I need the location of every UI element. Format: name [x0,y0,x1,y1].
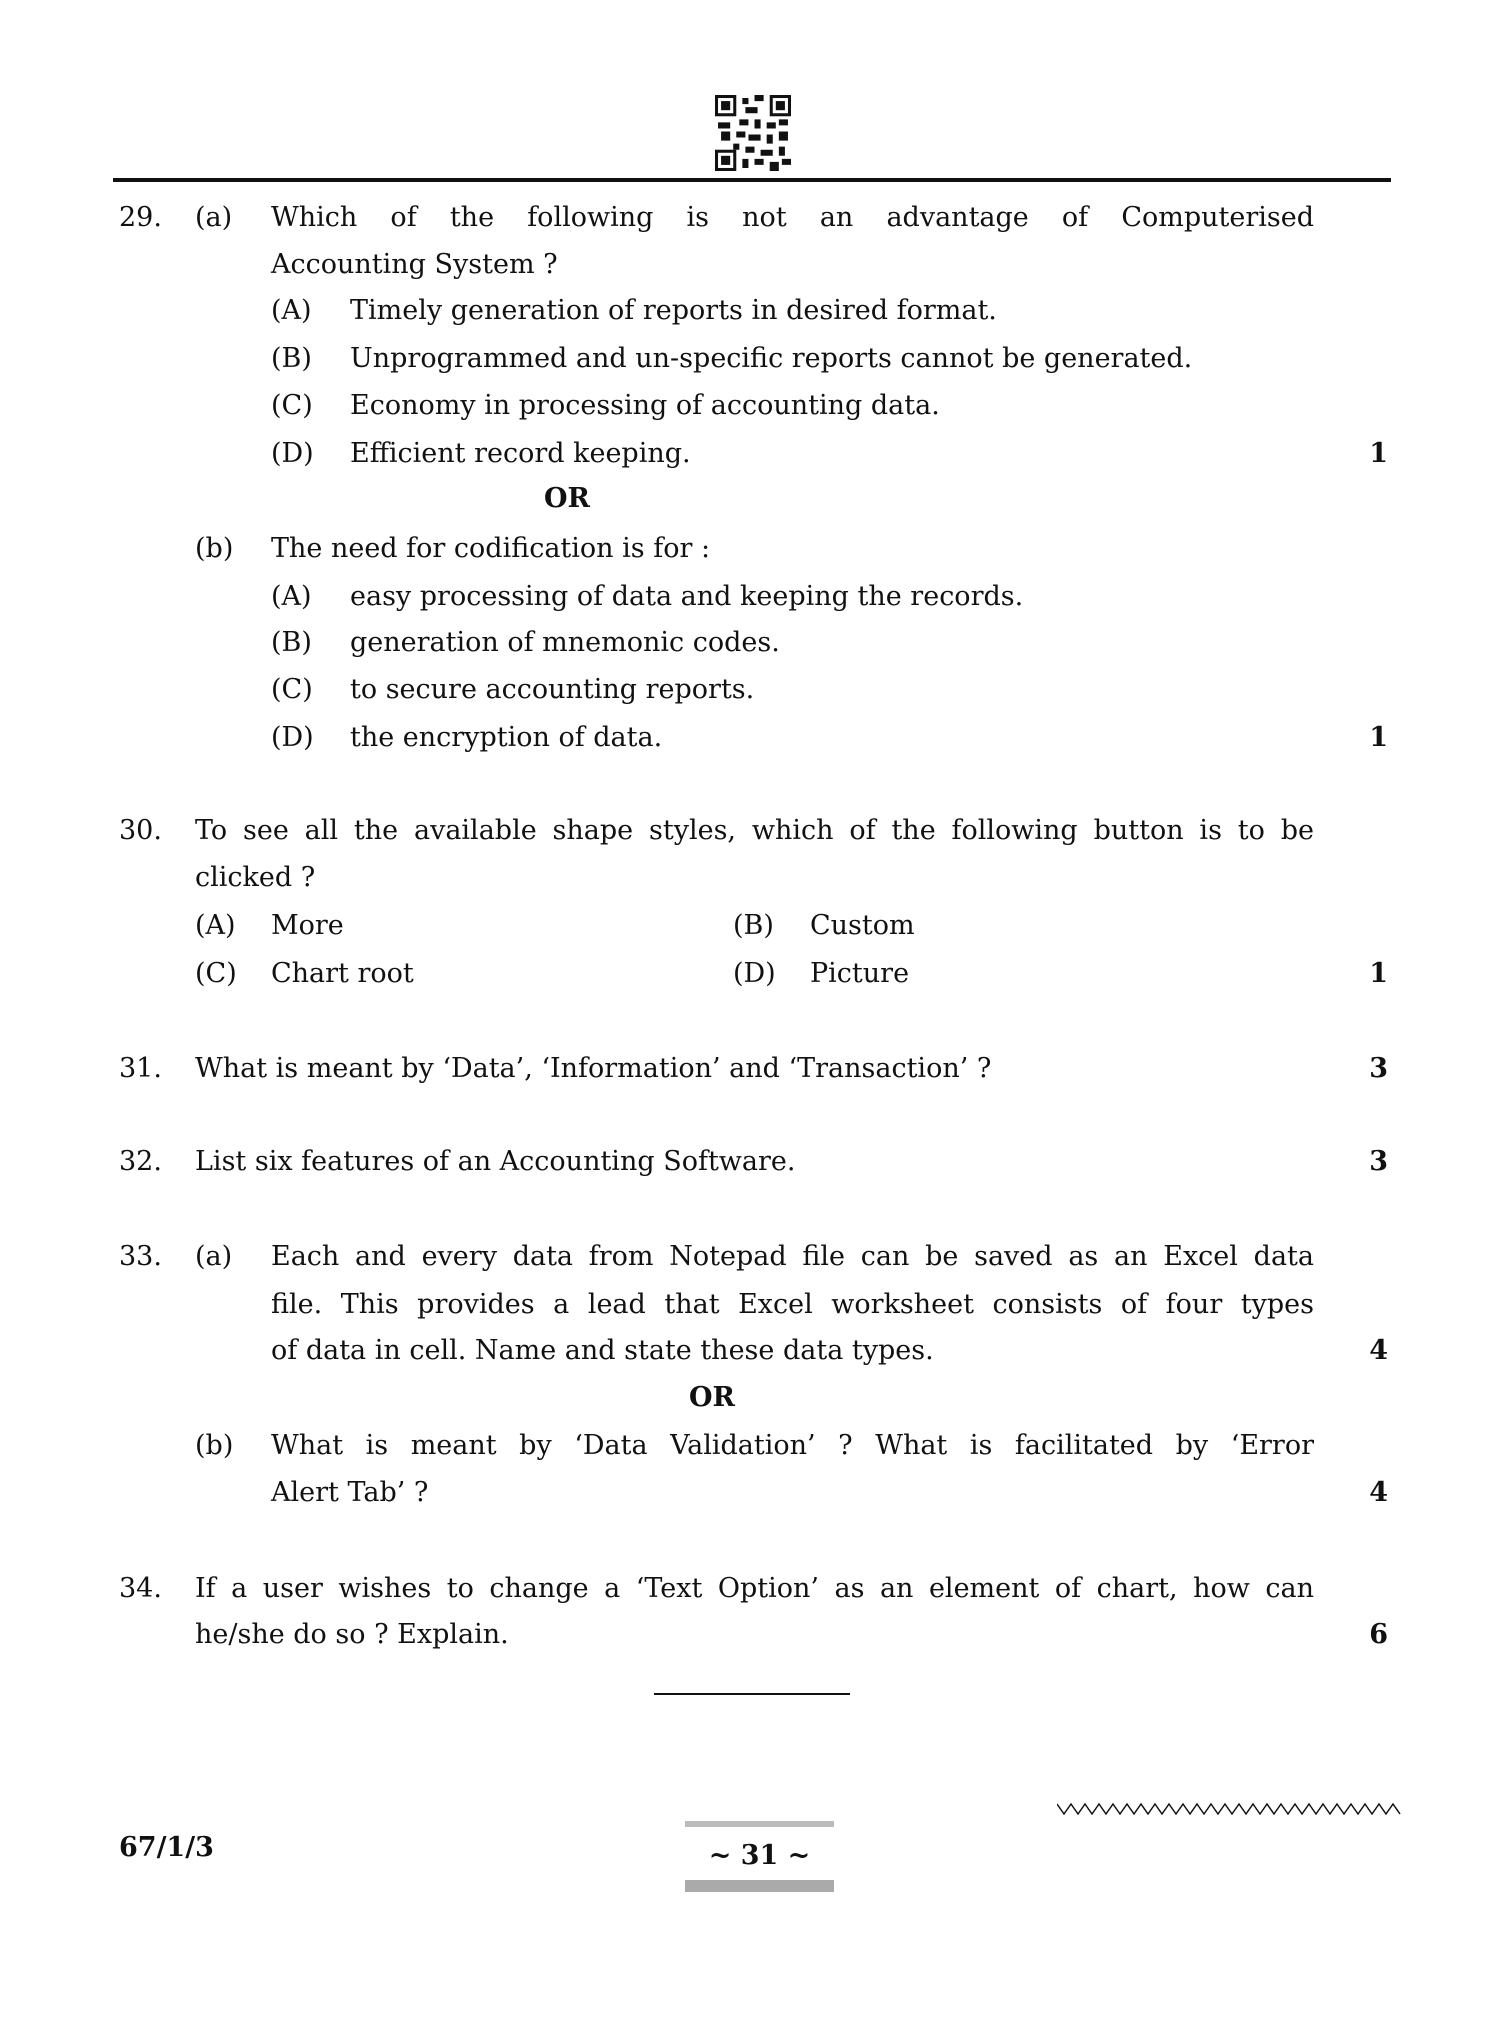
question-number: 32. [119,1146,162,1177]
question-text: List six features of an Accounting Software. [195,1146,796,1177]
question-text: Alert Tab’ ? [271,1477,429,1508]
option-label: (A) [271,581,312,612]
marks: 1 [1369,958,1388,989]
question-text: he/she do so ? Explain. [195,1619,509,1650]
question-number: 31. [119,1053,162,1084]
question-text: clicked ? [195,862,316,893]
question-text: What is meant by ‘Data Validation’ ? What is facilitated by ‘Error [271,1430,1314,1461]
option-text: Chart root [271,958,414,989]
option-text: to secure accounting reports. [350,674,755,705]
question-text: Which of the following is not an advantage of Computerised [271,202,1314,233]
option-text: Timely generation of reports in desired format. [350,295,997,326]
question-text: file. This provides a lead that Excel worksheet consists of four types [271,1289,1314,1320]
marks: 6 [1369,1619,1388,1650]
question-text: If a user wishes to change a ‘Text Option’ as an element of chart, how can [195,1573,1314,1604]
marks: 1 [1369,438,1388,469]
end-rule [654,1693,850,1695]
part-label: (b) [195,1430,234,1461]
option-label: (A) [271,295,312,326]
zigzag-decoration-icon [1057,1800,1402,1818]
question-text: Each and every data from Notepad file can be saved as an Excel data [271,1241,1314,1272]
marks: 3 [1369,1053,1388,1084]
option-label: (C) [271,390,313,421]
option-text: Picture [810,958,910,989]
option-text: Custom [810,910,915,941]
option-text: Efficient record keeping. [350,438,691,469]
question-text: The need for codification is for : [271,533,711,564]
page-bar-bottom [685,1880,834,1892]
or-separator: OR [689,1382,735,1413]
marks: 4 [1369,1335,1388,1366]
option-text: Economy in processing of accounting data. [350,390,940,421]
question-number: 33. [119,1241,162,1272]
paper-code: 67/1/3 [119,1832,214,1863]
page-number: ~ 31 ~ [708,1840,811,1871]
part-label: (a) [195,202,233,233]
option-label: (C) [271,674,313,705]
marks: 3 [1369,1146,1388,1177]
question-number: 29. [119,202,162,233]
question-number: 34. [119,1573,162,1604]
page-bar-top [685,1821,834,1827]
question-text: Accounting System ? [271,249,558,280]
question-text: To see all the available shape styles, which of the following button is to be [195,815,1314,846]
qr-code-icon [715,95,791,171]
question-number: 30. [119,815,162,846]
option-label: (A) [195,910,236,941]
header-rule [113,178,1391,182]
part-label: (b) [195,533,234,564]
option-text: More [271,910,344,941]
option-text: the encryption of data. [350,722,663,753]
option-text: Unprogrammed and un-specific reports cannot be generated. [350,343,1193,374]
option-label: (B) [271,343,312,374]
marks: 1 [1369,722,1388,753]
option-label: (D) [733,958,776,989]
option-label: (D) [271,438,314,469]
or-separator: OR [544,483,590,514]
question-text: of data in cell. Name and state these data types. [271,1335,934,1366]
part-label: (a) [195,1241,233,1272]
option-label: (D) [271,722,314,753]
option-label: (C) [195,958,237,989]
option-text: easy processing of data and keeping the records. [350,581,1024,612]
option-text: generation of mnemonic codes. [350,627,780,658]
question-text: What is meant by ‘Data’, ‘Information’ and ‘Transaction’ ? [195,1053,992,1084]
option-label: (B) [733,910,774,941]
marks: 4 [1369,1477,1388,1508]
option-label: (B) [271,627,312,658]
